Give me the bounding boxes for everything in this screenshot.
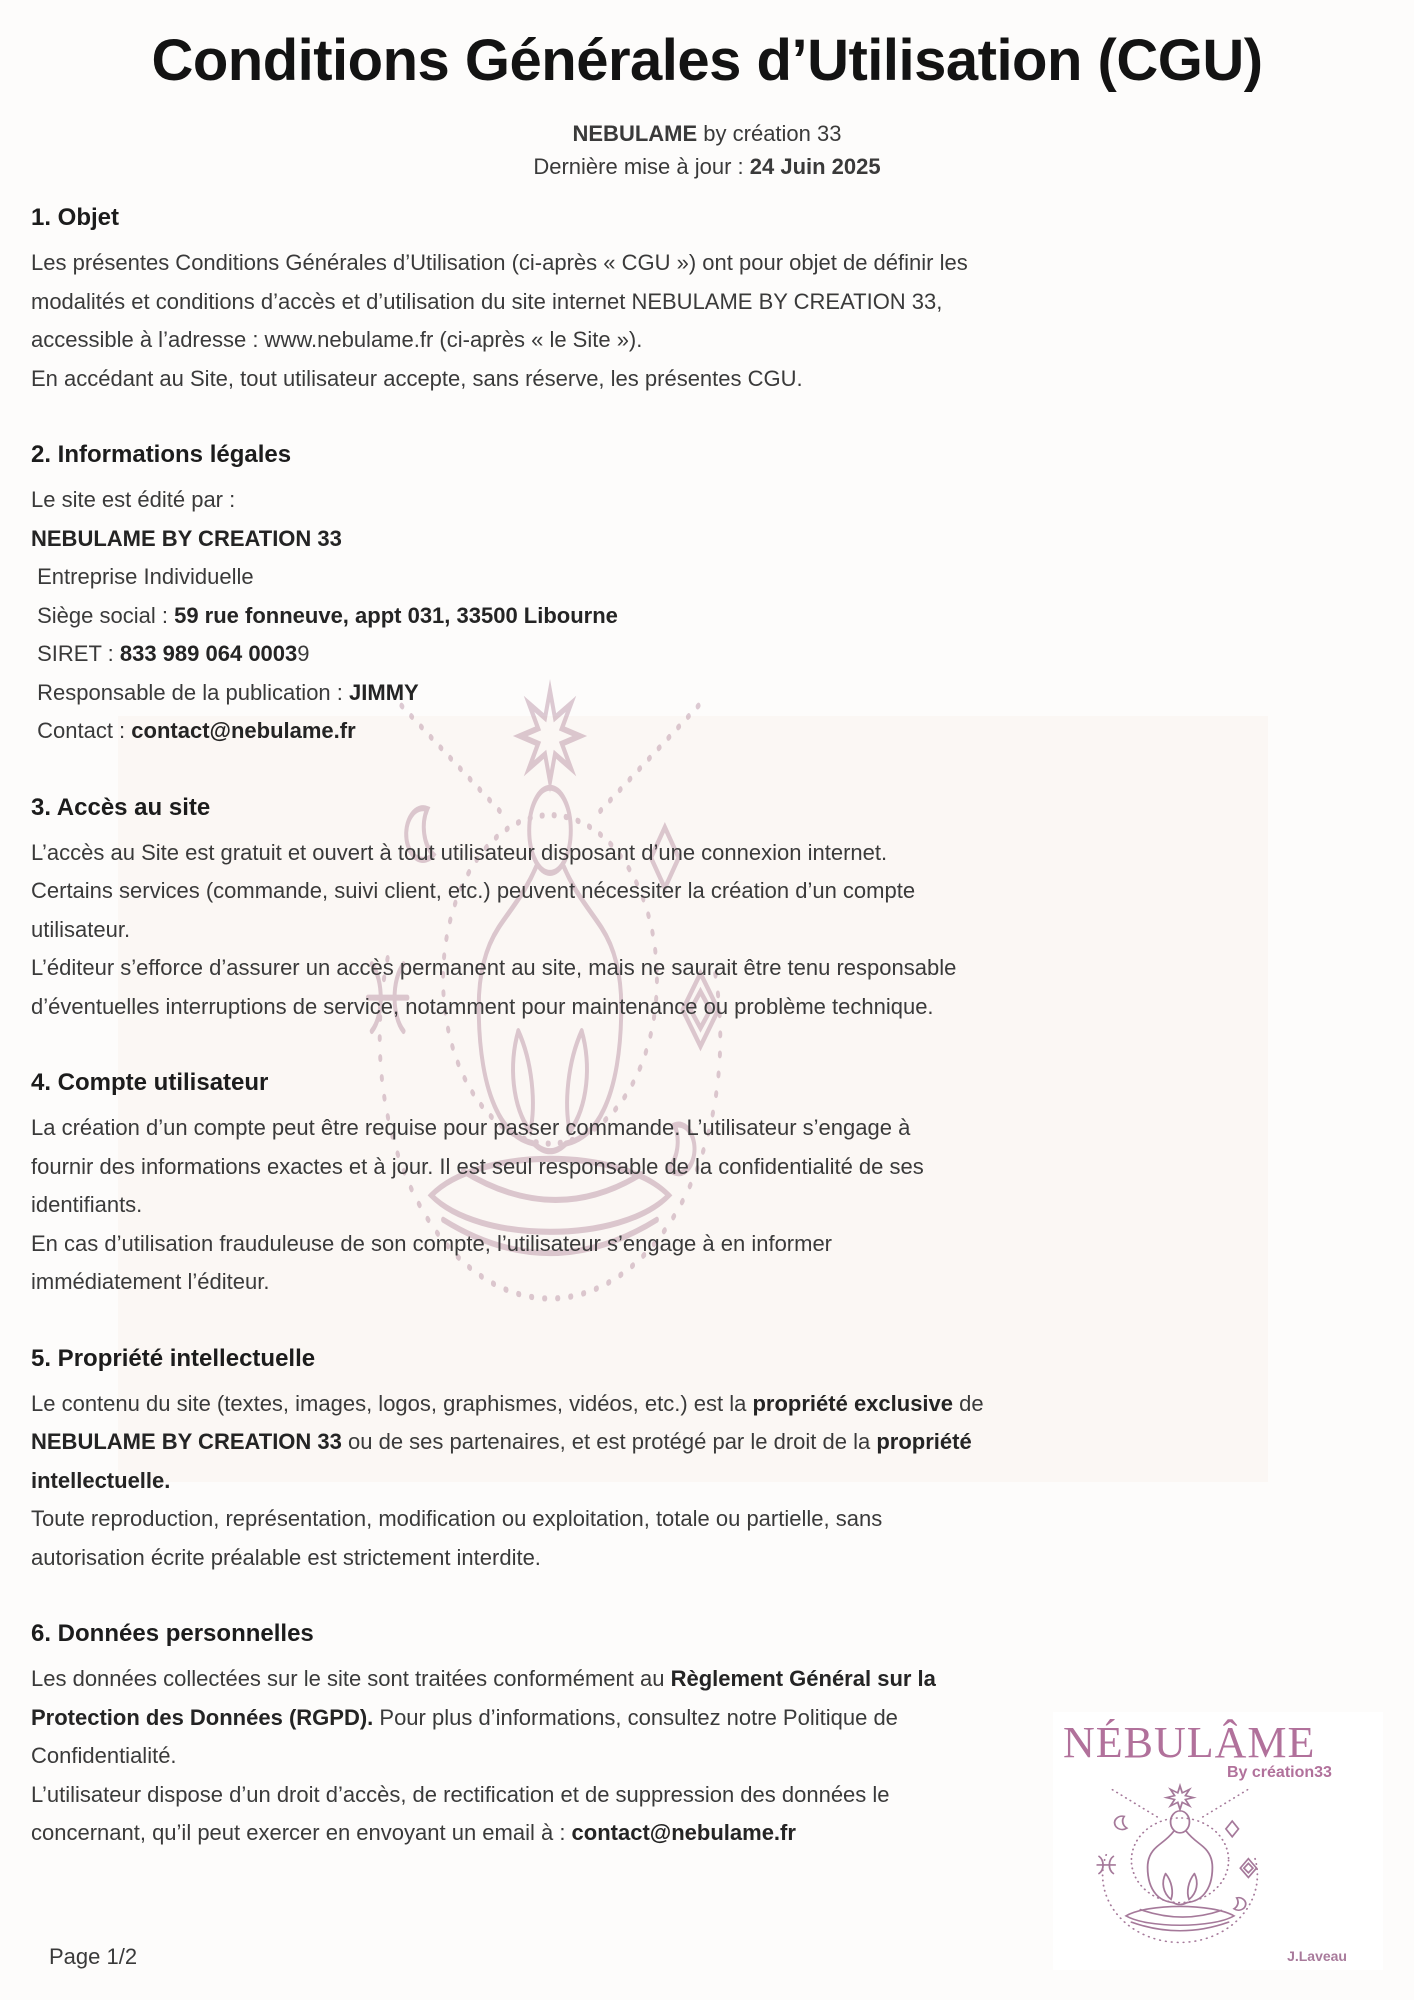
section bbox=[31, 793, 1383, 1027]
page-number: Page 1/2 bbox=[49, 1944, 138, 1969]
text-line: immédiatement l’éditeur. bbox=[31, 1269, 270, 1294]
section bbox=[31, 440, 1383, 751]
brand-byline: By création33 bbox=[1227, 1764, 1332, 1781]
text-line: Le site est édité par : bbox=[31, 487, 236, 512]
text-line: SIRET : 833 989 064 00039 bbox=[31, 641, 310, 666]
text-line: L’utilisateur dispose d’un droit d’accès, de rectification et de suppression des données le bbox=[31, 1781, 890, 1807]
text-line: La création d’un compte peut être requise pour passer commande. L’utilisateur s’engage à bbox=[31, 1115, 911, 1140]
section bbox=[31, 203, 1383, 398]
section-heading: 6. Données personnelles bbox=[31, 1620, 314, 1647]
text-line: concernant, qu’il peut exercer en envoyant un email à : contact@nebulame.fr bbox=[31, 1820, 796, 1845]
text-line: Les présentes Conditions Générales d’Utilisation (ci-après « CGU ») ont pour objet de définir les bbox=[31, 250, 968, 275]
text-line: Le contenu du site (textes, images, logos, graphismes, vidéos, etc.) est la propriété exclusive de bbox=[31, 1390, 984, 1416]
section-heading: 4. Compte utilisateur bbox=[31, 1069, 269, 1096]
updated-label: Dernière mise à jour : bbox=[533, 154, 750, 179]
text-line: Protection des Données (RGPD). Pour plus d’informations, consultez notre Politique de bbox=[31, 1704, 898, 1730]
text-line: L’accès au Site est gratuit et ouvert à tout utilisateur disposant d’une connexion internet. bbox=[31, 839, 888, 865]
text-line: accessible à l’adresse : www.nebulame.fr (ci-après « le Site »). bbox=[31, 327, 643, 352]
text-line: Siège social : 59 rue fonneuve, appt 031, 33500 Libourne bbox=[31, 602, 618, 628]
text-line: fournir des informations exactes et à jour. Il est seul responsable de la confidentialité de ses bbox=[31, 1153, 924, 1179]
brand-line bbox=[31, 120, 1383, 148]
text-line: Certains services (commande, suivi client, etc.) peuvent nécessiter la création d’un compte bbox=[31, 878, 916, 903]
text-line: Responsable de la publication : JIMMY bbox=[31, 679, 419, 705]
text-line: Toute reproduction, représentation, modification ou exploitation, totale ou partielle, sans bbox=[31, 1506, 883, 1531]
brand-name: NÉBULÂME bbox=[1063, 1718, 1316, 1767]
text-line: NEBULAME BY CREATION 33 bbox=[31, 525, 342, 551]
text-line: Confidentialité. bbox=[31, 1743, 177, 1768]
section-heading: 2. Informations légales bbox=[31, 441, 292, 468]
text-line: identifiants. bbox=[31, 1192, 143, 1217]
section bbox=[31, 1619, 1383, 1853]
text-line: modalités et conditions d’accès et d’utilisation du site internet NEBULAME BY CREATION 33, bbox=[31, 288, 943, 314]
sections-container bbox=[31, 203, 1383, 1853]
text-line: En cas d’utilisation frauduleuse de son compte, l’utilisateur s’engage à en informer bbox=[31, 1230, 833, 1256]
document-content bbox=[0, 30, 1414, 1853]
updated-date: 24 Juin 2025 bbox=[749, 154, 881, 179]
text-line: intellectuelle. bbox=[31, 1467, 171, 1493]
text-line: En accédant au Site, tout utilisateur accepte, sans réserve, les présentes CGU. bbox=[31, 365, 803, 391]
brand-line-rest: by création 33 bbox=[697, 121, 842, 146]
updated-line bbox=[31, 153, 1383, 181]
text-line: Entreprise Individuelle bbox=[31, 564, 254, 589]
artist-signature: J.Laveau bbox=[1287, 1948, 1347, 1964]
section-heading: 1. Objet bbox=[31, 204, 120, 231]
section-heading: 5. Propriété intellectuelle bbox=[31, 1344, 316, 1372]
page-title: Conditions Générales d’Utilisation (CGU) bbox=[151, 28, 1263, 93]
section bbox=[31, 1344, 1383, 1578]
text-line: Les données collectées sur le site sont traitées conformément au Règlement Général sur la bbox=[31, 1666, 936, 1691]
section-heading: 3. Accès au site bbox=[31, 793, 211, 821]
section bbox=[31, 1068, 1383, 1302]
text-line: L’éditeur s’efforce d’assurer un accès permanent au site, mais ne saurait être tenu responsable bbox=[31, 955, 957, 980]
text-line: d’éventuelles interruptions de service, notamment pour maintenance ou problème technique. bbox=[31, 993, 934, 1019]
text-line: NEBULAME BY CREATION 33 ou de ses partenaires, et est protégé par le droit de la propriété bbox=[31, 1429, 972, 1454]
text-line: autorisation écrite préalable est strictement interdite. bbox=[31, 1544, 541, 1570]
brand-line-bold: NEBULAME bbox=[572, 121, 698, 146]
text-line: Contact : contact@nebulame.fr bbox=[31, 718, 356, 743]
text-line: utilisateur. bbox=[31, 916, 131, 942]
